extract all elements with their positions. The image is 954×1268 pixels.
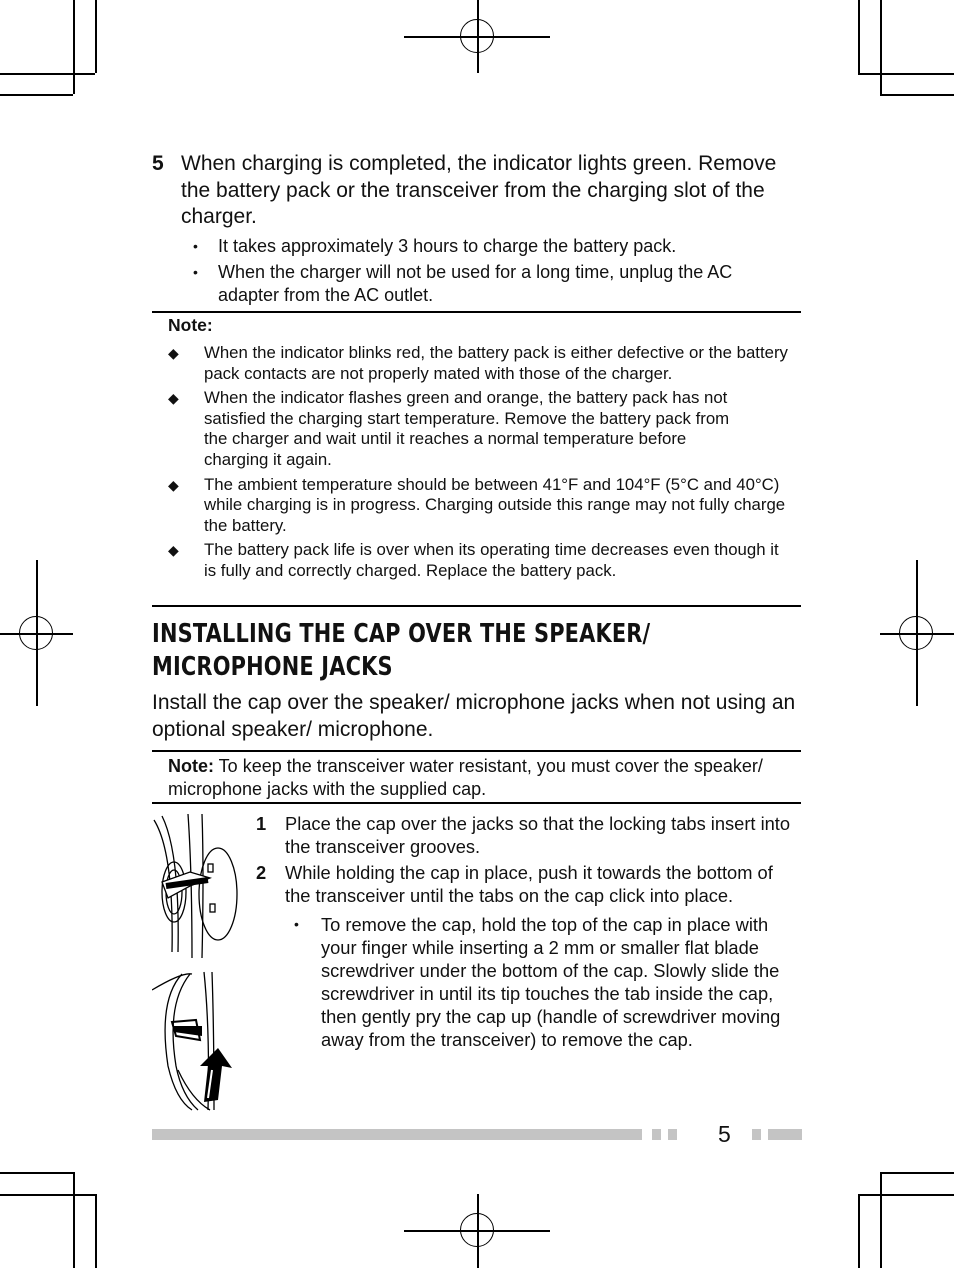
divider — [152, 802, 801, 804]
divider — [152, 311, 801, 313]
note-box — [168, 314, 793, 586]
bullet-icon: • — [193, 263, 198, 280]
step-2-bullet — [256, 913, 796, 1051]
heading-line: INSTALLING THE CAP OVER THE SPEAKER/ — [152, 619, 651, 649]
step-number: 2 — [256, 862, 267, 883]
note-item — [168, 475, 793, 537]
heading-line: MICROPHONE JACKS — [152, 652, 393, 682]
section-intro: Install the cap over the speaker/ microphone jacks when not using an optional speaker/ microphone. — [152, 691, 796, 741]
step-number: 1 — [256, 813, 267, 834]
step-5 — [152, 151, 792, 310]
diamond-icon: ◆ — [168, 390, 179, 407]
bullet-icon: • — [193, 237, 198, 254]
bullet-text: To remove the cap, hold the top of the cap in place with your finger while inserting a 2 mm or smaller flat blade screwdriver under the bottom of the cap. Slowly slide the screwdriver in until its tip touches the tab inside the cap, then gently pry the cap up (handle of screwdriver moving away from the transceiver) to remove the cap. — [321, 914, 781, 1050]
note-item — [168, 343, 793, 384]
bullet-text: When the charger will not be used for a long time, unplug the AC adapter from the AC outlet. — [218, 261, 733, 305]
cap-install-illustration — [152, 812, 244, 960]
note-text: To keep the transceiver water resistant, you must cover the speaker/ microphone jacks with the supplied cap. — [168, 756, 763, 799]
footer-bar — [152, 1129, 642, 1140]
install-steps — [256, 812, 796, 1051]
bullet-item — [152, 235, 792, 258]
bullet-icon: • — [294, 916, 299, 932]
note-item-text: When the indicator blinks red, the battery pack is either defective or the battery pack contacts are not properly mated with those of the charger. — [204, 343, 788, 383]
note-box-2 — [168, 755, 793, 800]
note-item-text: When the indicator flashes green and orange, the battery pack has not satisfied the charging start temperature. Remove the battery pack from the charger and wait until it reaches a normal temperature before charging it again. — [204, 388, 730, 469]
note-item — [168, 540, 793, 581]
page-number: 5 — [718, 1121, 731, 1147]
step-item — [256, 812, 796, 858]
diamond-icon: ◆ — [168, 345, 179, 361]
diamond-icon: ◆ — [168, 542, 179, 559]
note-label: Note: — [168, 756, 214, 776]
footer-bar-right — [768, 1129, 802, 1140]
step-number: 5 — [152, 152, 164, 175]
bullet-item — [152, 261, 792, 307]
step-item — [256, 861, 796, 907]
note-item-text: The battery pack life is over when its operating time decreases even though it is fully and correctly charged. Replace the battery pack. — [204, 540, 779, 580]
cap-removal-illustration — [152, 970, 244, 1112]
divider — [152, 605, 801, 607]
bullet-text: It takes approximately 3 hours to charge the battery pack. — [218, 235, 677, 256]
footer-square — [668, 1129, 677, 1140]
step-5-bullets — [152, 235, 792, 307]
step-text: While holding the cap in place, push it towards the bottom of the transceiver until the tabs on the cap click into place. — [285, 862, 773, 906]
step-text: Place the cap over the jacks so that the locking tabs insert into the transceiver grooves. — [285, 813, 791, 857]
diamond-icon: ◆ — [168, 476, 179, 493]
footer-square — [752, 1129, 761, 1140]
step-text: When charging is completed, the indicator lights green. Remove the battery pack or the transceiver from the charging slot of the charger. — [181, 152, 777, 228]
section-heading — [152, 618, 693, 684]
divider — [152, 750, 801, 752]
note-item-text: The ambient temperature should be between 41°F and 104°F (5°C and 40°C) while charging is in progress. Charging outside this range may not fully charge the battery. — [204, 474, 786, 535]
note-item — [168, 388, 793, 470]
footer-square — [652, 1129, 661, 1140]
note-label: Note: — [168, 315, 213, 335]
